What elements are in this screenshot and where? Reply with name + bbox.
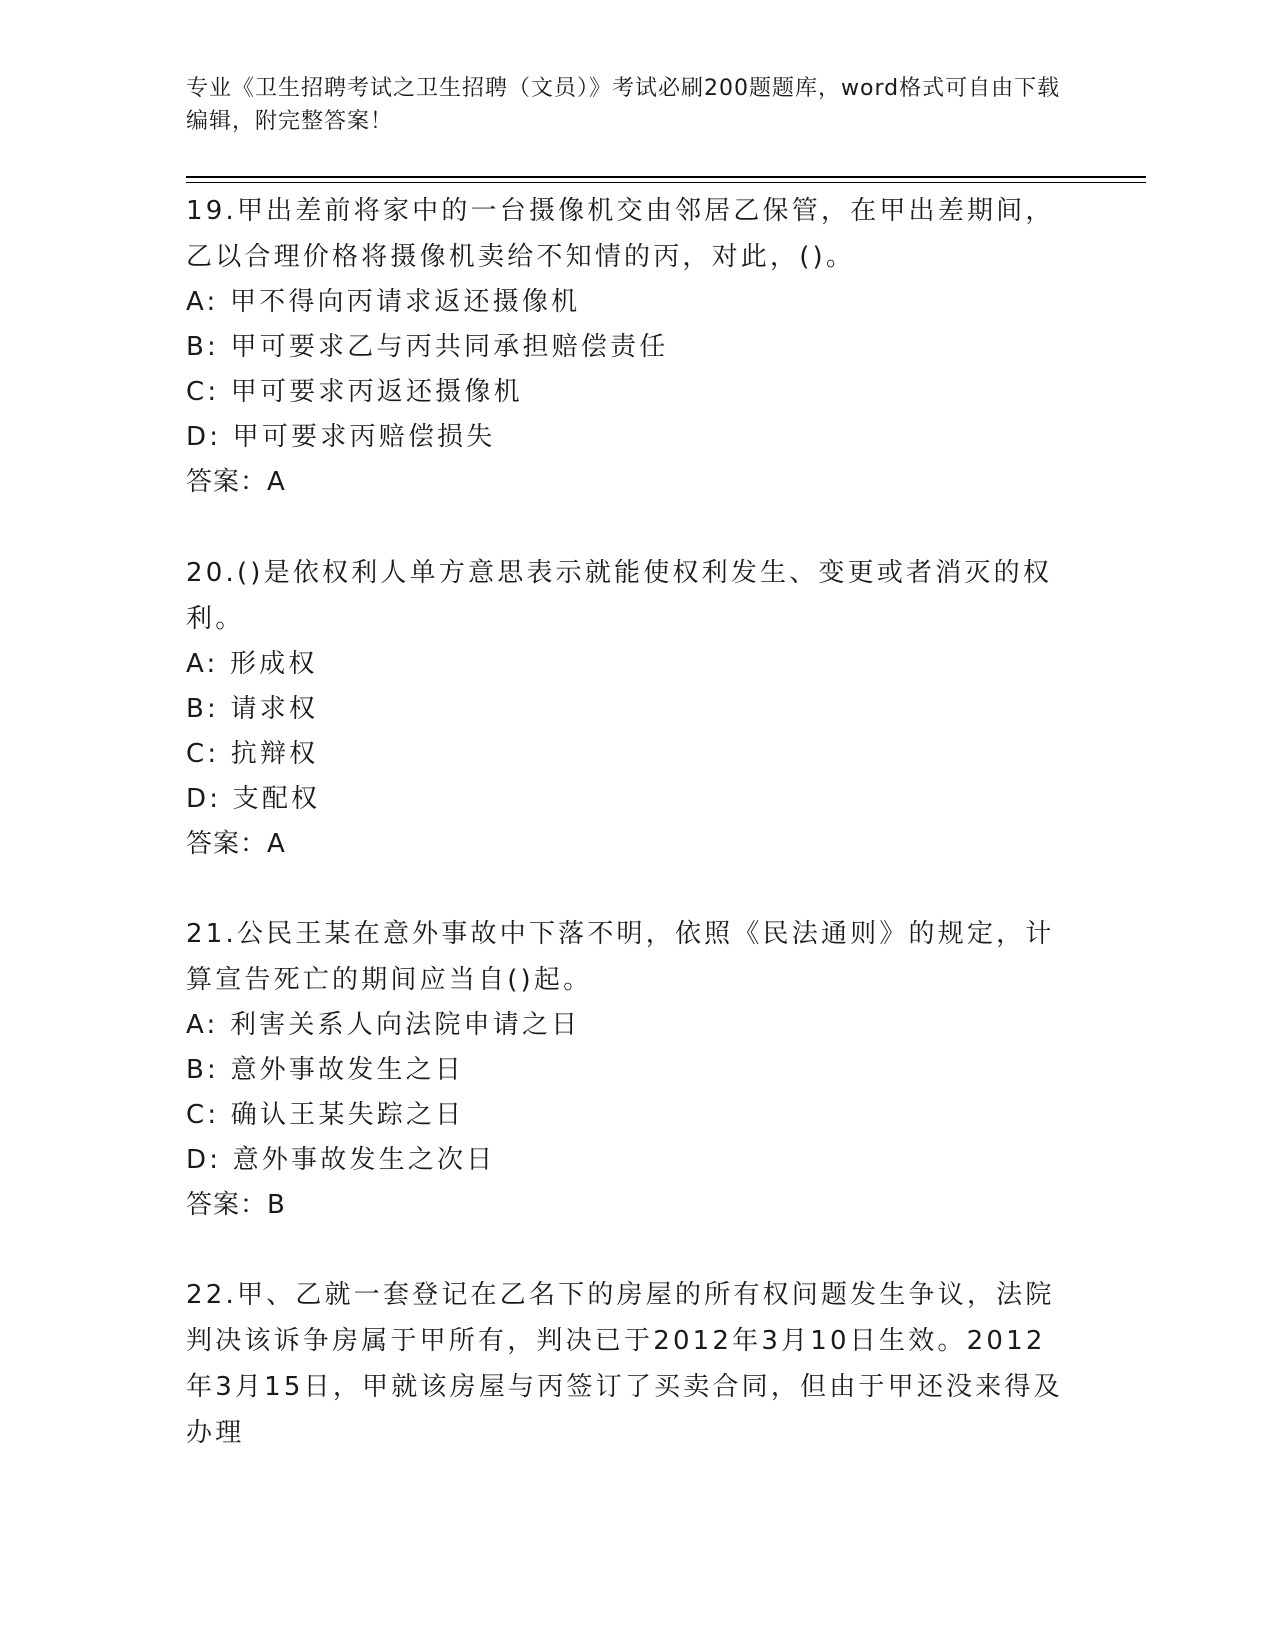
option-d: D: 甲可要求丙赔偿损失 (186, 422, 496, 452)
question-stem: 19.甲出差前将家中的一台摄像机交由邻居乙保管，在甲出差期间，乙以合理价格将摄像机卖给不知情的丙，对此，()。 (186, 196, 1055, 272)
document-header: 专业《卫生招聘考试之卫生招聘（文员）》考试必刷200题题库，word格式可自由下载编辑，附完整答案！ (186, 76, 1061, 134)
question-stem: 22.甲、乙就一套登记在乙名下的房屋的所有权问题发生争议，法院判决该诉争房属于甲所有，判决已于2012年3月10日生效。2012年3月15日，甲就该房屋与丙签订了买卖合同，但由于甲还没来得及办理 (186, 1280, 1063, 1448)
header-divider-thin (186, 182, 1146, 183)
question-stem: 20.()是依权利人单方意思表示就能使权利发生、变更或者消灭的权利。 (186, 558, 1053, 634)
option-a: A: 利害关系人向法院申请之日 (186, 1010, 581, 1040)
question-19 (186, 188, 1066, 505)
option-d: D: 支配权 (186, 784, 321, 814)
question-21 (186, 911, 1066, 1228)
header-divider-thick (186, 176, 1146, 178)
option-b: B: 甲可要求乙与丙共同承担赔偿责任 (186, 332, 669, 362)
question-20 (186, 550, 1066, 867)
option-b: B: 意外事故发生之日 (186, 1055, 465, 1085)
option-a: A: 形成权 (186, 649, 318, 679)
question-22 (186, 1272, 1066, 1456)
answer-line: 答案：B (186, 1190, 286, 1220)
option-a: A: 甲不得向丙请求返还摄像机 (186, 287, 581, 317)
option-c: C: 抗辩权 (186, 739, 319, 769)
answer-line: 答案：A (186, 467, 286, 497)
question-stem: 21.公民王某在意外事故中下落不明，依照《民法通则》的规定，计算宣告死亡的期间应当自()起。 (186, 919, 1055, 995)
option-d: D: 意外事故发生之次日 (186, 1145, 496, 1175)
option-c: C: 确认王某失踪之日 (186, 1100, 465, 1130)
answer-line: 答案：A (186, 829, 286, 859)
option-b: B: 请求权 (186, 694, 319, 724)
option-c: C: 甲可要求丙返还摄像机 (186, 377, 523, 407)
